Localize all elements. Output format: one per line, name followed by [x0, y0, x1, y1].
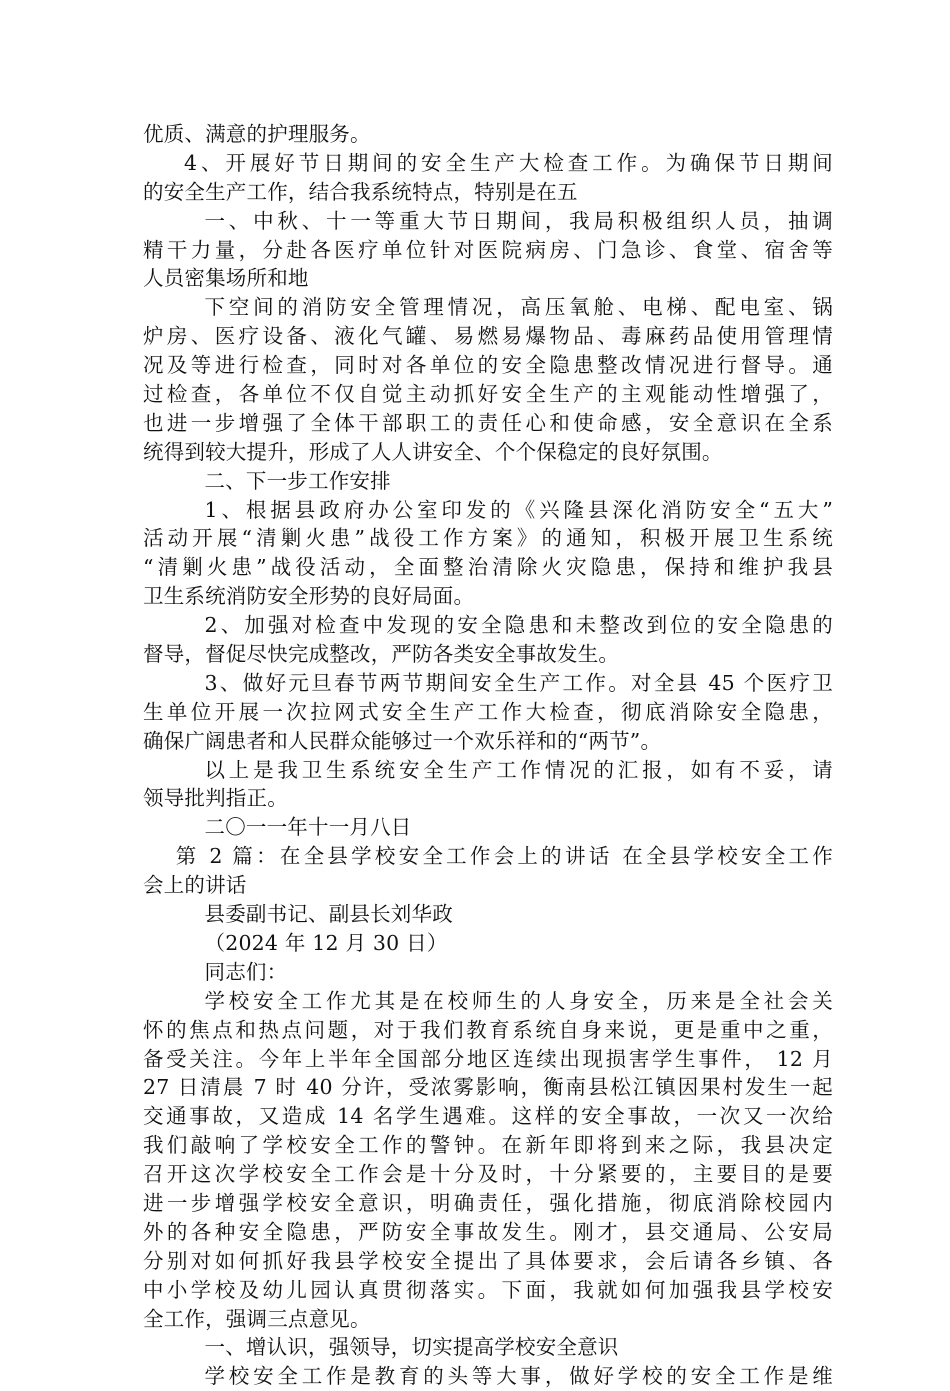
text-line: 统得到较大提升，形成了人人讲安全、个个保稳定的良好氛围。	[143, 439, 723, 464]
text-line: 县委副书记、副县长刘华政	[204, 902, 453, 927]
text-line: 第 2 篇：在全县学校安全工作会上的讲话 在全县学校安全工作	[175, 844, 833, 869]
text-line: 过检查，各单位不仅自觉主动抓好安全生产的主观能动性增强了，	[143, 382, 833, 407]
text-line: 炉房、医疗设备、液化气罐、易燃易爆物品、毒麻药品使用管理情	[143, 324, 833, 349]
text-line: 一、中秋、十一等重大节日期间，我局积极组织人员，抽调	[204, 208, 833, 233]
text-line: 的安全生产工作，结合我系统特点，特别是在五	[143, 179, 578, 204]
text-line: 也进一步增强了全体干部职工的责任心和使命感，安全意识在全系	[143, 410, 833, 435]
text-line: 人员密集场所和地	[143, 266, 309, 291]
text-line: 活动开展“清剿火患”战役工作方案》的通知，积极开展卫生系统	[143, 526, 833, 551]
text-line: 中小学校及幼儿园认真贯彻落实。下面，我就如何加强我县学校安	[143, 1277, 833, 1302]
text-line: 交通事故，又造成 14 名学生遇难。这样的安全事故，一次又一次给	[143, 1104, 833, 1129]
text-line: 领导批判指正。	[143, 786, 288, 811]
text-line: 精干力量，分赴各医疗单位针对医院病房、门急诊、食堂、宿舍等	[143, 237, 833, 262]
text-line: 27 日清晨 7 时 40 分许，受浓雾影响，衡南县松江镇因果村发生一起	[143, 1075, 833, 1100]
text-line: 生单位开展一次拉网式安全生产工作大检查，彻底消除安全隐患，	[143, 699, 833, 724]
text-line: 二、下一步工作安排	[204, 468, 391, 493]
text-line: 以上是我卫生系统安全生产工作情况的汇报，如有不妥，请	[204, 757, 833, 782]
text-line: 会上的讲话	[143, 873, 247, 898]
text-line: “清剿火患”战役活动，全面整治清除火灾隐患，保持和维护我县	[143, 555, 833, 580]
text-line: 同志们：	[204, 959, 288, 984]
text-line: 学校安全工作尤其是在校师生的人身安全，历来是全社会关	[204, 988, 833, 1013]
text-line: 备受关注。今年上半年全国部分地区连续出现损害学生事件， 12 月	[143, 1046, 833, 1071]
text-line: 3、做好元旦春节两节期间安全生产工作。对全县 45 个医疗卫	[204, 670, 833, 695]
text-line: 召开这次学校安全工作会是十分及时，十分紧要的，主要目的是要	[143, 1162, 833, 1187]
text-line: 督导，督促尽快完成整改，严防各类安全事故发生。	[143, 642, 620, 667]
text-line: 我们敲响了学校安全工作的警钟。在新年即将到来之际，我县决定	[143, 1133, 833, 1158]
text-line: 1、根据县政府办公室印发的《兴隆县深化消防安全“五大”	[204, 497, 833, 522]
text-line: 下空间的消防安全管理情况，高压氧舱、电梯、配电室、锅	[204, 295, 833, 320]
text-line: 进一步增强学校安全意识，明确责任，强化措施，彻底消除校园内	[143, 1190, 833, 1215]
text-line: 2、加强对检查中发现的安全隐患和未整改到位的安全隐患的	[204, 613, 833, 638]
text-line: 优质、满意的护理服务。	[143, 122, 371, 146]
text-line: 怀的焦点和热点问题，对于我们教育系统自身来说，更是重中之重，	[143, 1017, 833, 1042]
text-line: 分别对如何抓好我县学校安全提出了具体要求，会后请各乡镇、各	[143, 1248, 833, 1273]
text-line: 卫生系统消防安全形势的良好局面。	[143, 584, 475, 609]
text-line: 学校安全工作是教育的头等大事，做好学校的安全工作是维	[204, 1364, 833, 1389]
text-line: 确保广阔患者和人民群众能够过一个欢乐祥和的“两节”。	[143, 728, 662, 753]
document-body	[143, 120, 833, 1391]
text-line: 4、开展好节日期间的安全生产大检查工作。为确保节日期间	[184, 150, 833, 175]
text-line: 外的各种安全隐患，严防安全事故发生。刚才，县交通局、公安局	[143, 1219, 833, 1244]
text-line: （2024 年 12 月 30 日）	[204, 930, 448, 955]
text-line: 一、增认识，强领导，切实提高学校安全意识	[204, 1335, 619, 1360]
text-line: 全工作，强调三点意见。	[143, 1306, 371, 1331]
text-line: 况及等进行检查，同时对各单位的安全隐患整改情况进行督导。通	[143, 353, 833, 378]
text-line: 二〇一一年十一月八日	[204, 815, 412, 840]
